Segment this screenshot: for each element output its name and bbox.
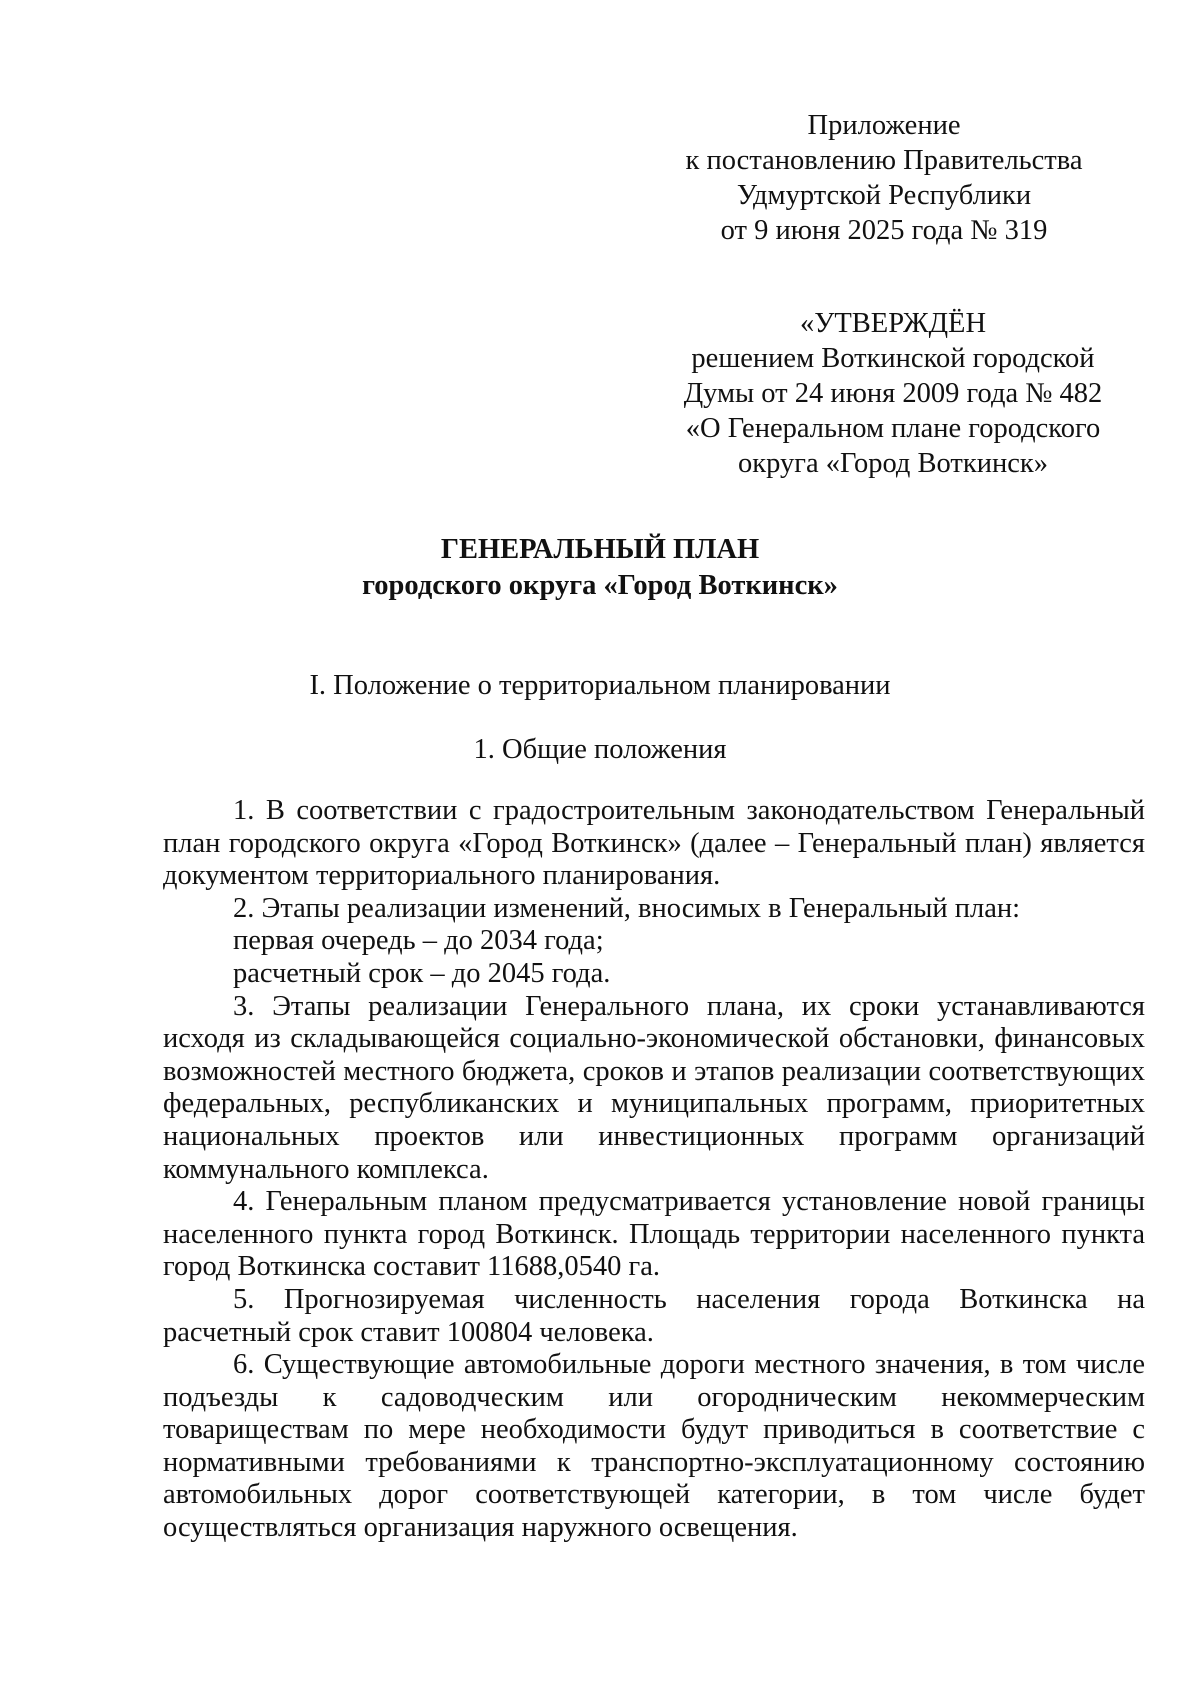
paragraph: 2. Этапы реализации изменений, вносимых в Генеральный план:: [233, 892, 1021, 924]
paragraph: первая очередь – до 2034 года;: [233, 925, 604, 957]
subsection-heading: 1. Общие положения: [473, 734, 727, 765]
annex-line: к постановлению Правительства: [685, 145, 1083, 176]
paragraph: 5. Прогнозируемая численность населения города Воткинска на расчетный срок ставит 100804 человека.: [163, 1283, 1145, 1348]
title-sub: городского округа «Город Воткинск»: [362, 570, 838, 601]
section-heading: I. Положение о территориальном планировании: [309, 670, 891, 701]
paragraph: 6. Существующие автомобильные дороги местного значения, в том числе подъезды к садоводческим или огородническим некоммерческим товариществам по мере необходимости будут приводиться в соответствие с нормативными требованиями к транспортно-эксплуатационному состоянию автомобильных дорог соответствующей категории, в том числе будет осуществляться организация наружного освещения.: [163, 1349, 1145, 1544]
approval-stamp-text: [648, 306, 1138, 481]
annex-line: от 9 июня 2025 года № 319: [720, 215, 1048, 246]
paragraph: 1. В соответствии с градостроительным законодательством Генеральный план городского округа «Город Воткинск» (далее – Генеральный план) является документом территориального планирования.: [163, 795, 1145, 892]
annex-line: Удмуртской Республики: [736, 180, 1032, 211]
paragraph: расчетный срок – до 2045 года.: [233, 957, 611, 989]
approval-line: «О Генеральном плане городского: [685, 413, 1101, 444]
approval-line: «УТВЕРЖДЁН: [799, 308, 987, 339]
document-title: [0, 532, 1200, 604]
annex-line: Приложение: [807, 110, 961, 141]
document-body: [163, 795, 1145, 1545]
title-main: ГЕНЕРАЛЬНЫЙ ПЛАН: [440, 534, 760, 565]
approval-line: Думы от 24 июня 2009 года № 482: [683, 378, 1103, 409]
paragraph: 3. Этапы реализации Генерального плана, их сроки устанавливаются исходя из складывающейся социально-экономической обстановки, финансовых возможностей местного бюджета, сроков и этапов реализации соответствующих федеральных, республиканских и муниципальных программ, приоритетных национальных проектов или инвестиционных программ организаций коммунального комплекса.: [163, 990, 1145, 1185]
paragraph: 4. Генеральным планом предусматривается установление новой границы населенного пункта город Воткинск. Площадь территории населенного пункта город Воткинска составит 11688,0540 га.: [163, 1186, 1145, 1283]
approval-line: округа «Город Воткинск»: [738, 448, 1048, 479]
annex-header: [648, 108, 1120, 248]
approval-line: решением Воткинской городской: [691, 343, 1095, 374]
